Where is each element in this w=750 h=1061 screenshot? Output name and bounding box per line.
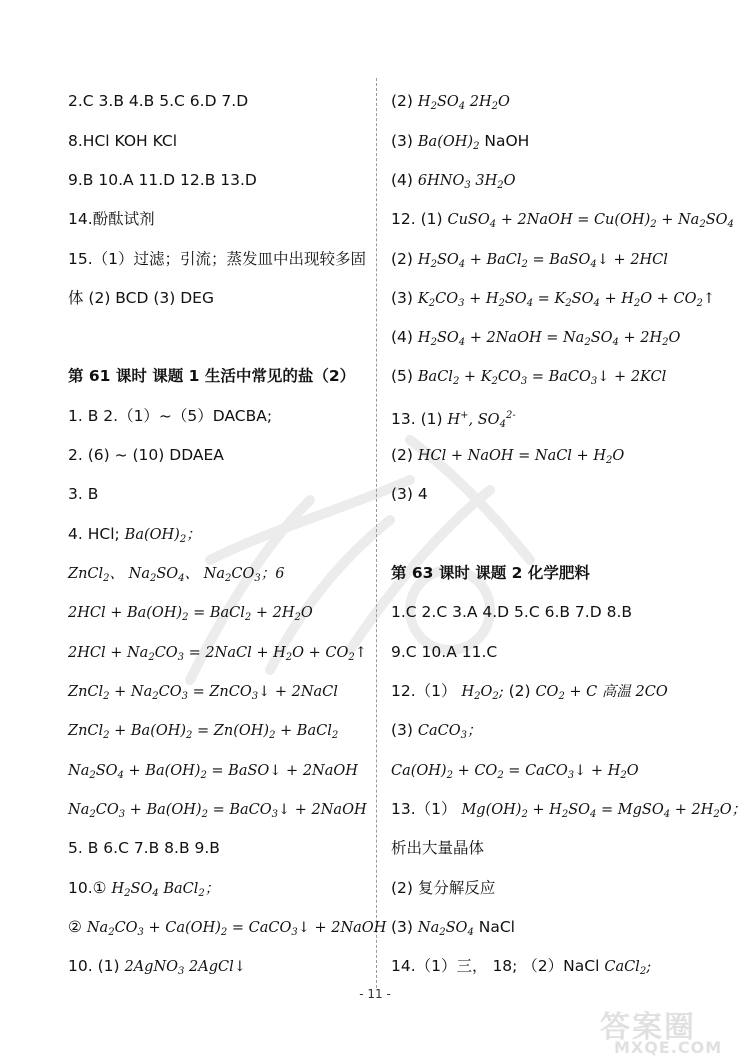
right-answer-line (391, 249, 668, 275)
chemical-formula: $CO_2 + C$ 高温 2CO (535, 684, 668, 702)
right-answer-line (391, 956, 651, 982)
chemical-formula: $K_2CO_3 + H_2SO_4 = K_2SO_4 + H_2O$ + $CO_2↑$ (417, 291, 716, 309)
right-answer-line (391, 799, 746, 825)
right-answer-line (391, 681, 668, 707)
answer-text: 第 63 课时 课题 2 化学肥料 (391, 564, 590, 582)
right-answer-line (391, 642, 497, 662)
answer-text: 1. B 2.（1）~（5）DACBA; (68, 407, 273, 425)
answer-text: 2.C 3.B 4.B 5.C 6.D 7.D (68, 92, 249, 110)
answer-text: (2) (391, 92, 413, 110)
answer-text: 4. HCl; (68, 525, 120, 543)
right-answer-line (391, 720, 482, 746)
chemical-formula: HCl + NaOH = NaCl + $H_2O$ (417, 448, 625, 466)
answer-text: 3. B (68, 485, 99, 503)
left-answer-line (68, 642, 367, 668)
chemical-formula: CaCl$_2$; (604, 959, 652, 977)
answer-text: 9.B 10.A 11.D 12.B 13.D (68, 171, 257, 189)
chemical-formula: ZnCl$_2$、 $Na_2SO_4$、 $Na_2CO_3$；6 (68, 566, 285, 584)
chemical-formula: $H_2SO_4$ BaCl$_2$； (111, 881, 220, 899)
answer-text: 13.（1） (391, 800, 457, 818)
left-answer-line (68, 406, 272, 426)
right-answer-line (391, 838, 484, 858)
answer-text: (2) (391, 446, 413, 464)
chemical-formula: $Na_2CO_3 + Ca(OH)_2$ = CaCO$_3$↓ + 2NaOH (86, 920, 387, 938)
left-answer-line (68, 838, 220, 858)
left-answer-line (68, 249, 366, 269)
left-answer-line (68, 91, 248, 111)
chemical-formula: ZnCl$_2$ + $Na_2CO_3$ = ZnCO$_3$↓ + 2NaCl (68, 684, 338, 702)
left-answer-line (68, 917, 386, 943)
answer-text: 1.C 2.C 3.A 4.D 5.C 6.B 7.D 8.B (391, 603, 633, 621)
answer-text: 10.① (68, 879, 107, 897)
answer-text: 8.HCl KOH KCl (68, 132, 178, 150)
chemical-formula: $Na_2SO_4 + Ba(OH)_2$ = BaSO↓ + 2NaOH (68, 763, 358, 781)
answer-text: 10. (1) (68, 957, 120, 975)
right-answer-line (391, 366, 666, 392)
chemical-formula: $Na_2SO_4$ (417, 920, 474, 938)
left-answer-line (68, 760, 358, 786)
answer-text: (2) (391, 250, 413, 268)
answer-text: (2) 复分解反应 (391, 879, 496, 897)
answer-text: 9.C 10.A 11.C (391, 643, 498, 661)
left-answer-line (68, 524, 201, 550)
answer-text: 2. (6) ~ (10) DDAEA (68, 446, 224, 464)
right-answer-line (391, 878, 495, 898)
answer-text: (5) (391, 367, 413, 385)
chemical-formula: H+, $SO_4^{2-}$ (447, 410, 516, 430)
answer-text: (4) (391, 328, 413, 346)
left-answer-line (68, 720, 338, 746)
answer-text: 体 (2) BCD (3) DEG (68, 289, 214, 307)
answer-text: 5. B 6.C 7.B 8.B 9.B (68, 839, 220, 857)
answer-text: 析出大量晶体 (391, 839, 485, 857)
right-answer-line (391, 209, 734, 235)
answer-text: 14.酚酞试剂 (68, 210, 155, 228)
right-answer-line (391, 170, 515, 196)
chemical-formula: $2HCl + Na_2CO_3$ = 2NaCl + $H_2O$ + $CO_2↑$ (68, 645, 367, 663)
left-answer-line (68, 799, 367, 825)
left-answer-line (68, 956, 246, 982)
site-watermark-logo (596, 1002, 746, 1060)
left-answer-line (68, 563, 284, 589)
answer-text: (3) (391, 289, 413, 307)
page-number: - 11 - (359, 987, 391, 1001)
answer-text: 13. (1) (391, 410, 443, 428)
right-answer-line (391, 406, 516, 435)
left-answer-line (68, 366, 355, 386)
right-answer-line (391, 484, 428, 504)
answer-text: (3) (391, 918, 413, 936)
watermark-cn-text: 答案圈 (600, 1010, 696, 1045)
answer-text: NaOH (479, 132, 530, 150)
chemical-formula: CuSO$_4$ + 2NaOH = $Cu(OH)_2 + Na_2SO_4$ (447, 212, 734, 230)
chemical-formula: $Mg(OH)_2 + H_2SO_4$ = MgSO$_4$ + $2H_2O$； (461, 802, 747, 820)
answer-text: 15.（1）过滤；引流；蒸发皿中出现较多固 (68, 250, 367, 268)
chemical-formula: $6HNO_3$ $3H_2O$ (417, 173, 516, 191)
right-answer-line (391, 563, 590, 583)
left-answer-line (68, 170, 257, 190)
answer-text: (4) (391, 171, 413, 189)
chemical-formula: $H_2SO_4$ $2H_2O$ (417, 94, 510, 112)
answer-text: NaCl (473, 918, 515, 936)
left-answer-line (68, 484, 98, 504)
left-answer-line (68, 681, 338, 707)
left-answer-line (68, 445, 224, 465)
right-answer-line (391, 602, 632, 622)
chemical-formula: $H_2O_2$; (461, 684, 504, 702)
left-answer-line (68, 131, 177, 151)
chemical-formula: $2HCl + Ba(OH)_2$ = BaCl$_2$ + $2H_2O$ (68, 605, 313, 623)
column-divider (376, 78, 377, 988)
answer-text: 第 61 课时 课题 1 生活中常见的盐（2） (68, 367, 356, 385)
chemical-formula: 2AgNO$_3$ 2AgCl↓ (124, 959, 246, 977)
left-answer-line (68, 209, 155, 229)
answer-text: (3) (391, 132, 413, 150)
left-answer-line (68, 878, 219, 904)
right-answer-line (391, 288, 715, 314)
answer-text: (2) (503, 682, 536, 700)
left-answer-line (68, 602, 313, 628)
right-answer-line (391, 445, 624, 471)
answer-text: 12.（1） (391, 682, 457, 700)
watermark-en-text: MXQE.COM (614, 1038, 723, 1057)
chemical-formula: $Ba(OH)_2$ (417, 134, 480, 152)
chemical-formula: $H_2SO_4$ + 2NaOH = $Na_2SO_4 + 2H_2O$ (417, 330, 681, 348)
right-answer-line (391, 91, 510, 117)
answer-text: 12. (1) (391, 210, 443, 228)
answer-text: 14.（1）三， 18; （2）NaCl (391, 957, 600, 975)
left-answer-line (68, 288, 214, 308)
right-answer-line (391, 760, 639, 786)
answer-text: (3) (391, 721, 413, 739)
right-answer-line (391, 327, 680, 353)
chemical-formula: $Na_2CO_3 + Ba(OH)_2$ = BaCO$_3$↓ + 2NaOH (68, 802, 367, 820)
chemical-formula: $H_2SO_4$ + BaCl$_2$ = BaSO$_4$↓ + 2HCl (417, 252, 668, 270)
answer-text: ② (68, 918, 82, 936)
right-answer-line (391, 131, 529, 157)
answer-text: (3) 4 (391, 485, 428, 503)
chemical-formula: $Ba(OH)_2$； (124, 527, 201, 545)
chemical-formula: ZnCl$_2$ + $Ba(OH)_2 = Zn(OH)_2$ + BaCl$_2$ (68, 723, 339, 741)
right-answer-line (391, 917, 515, 943)
chemical-formula: $Ca(OH)_2 + CO_2$ = CaCO$_3$↓ + $H_2O$ (391, 763, 639, 781)
chemical-formula: CaCO$_3$； (417, 723, 482, 741)
chemical-formula: BaCl$_2$ + $K_2CO_3$ = BaCO$_3$↓ + 2KCl (417, 369, 667, 387)
